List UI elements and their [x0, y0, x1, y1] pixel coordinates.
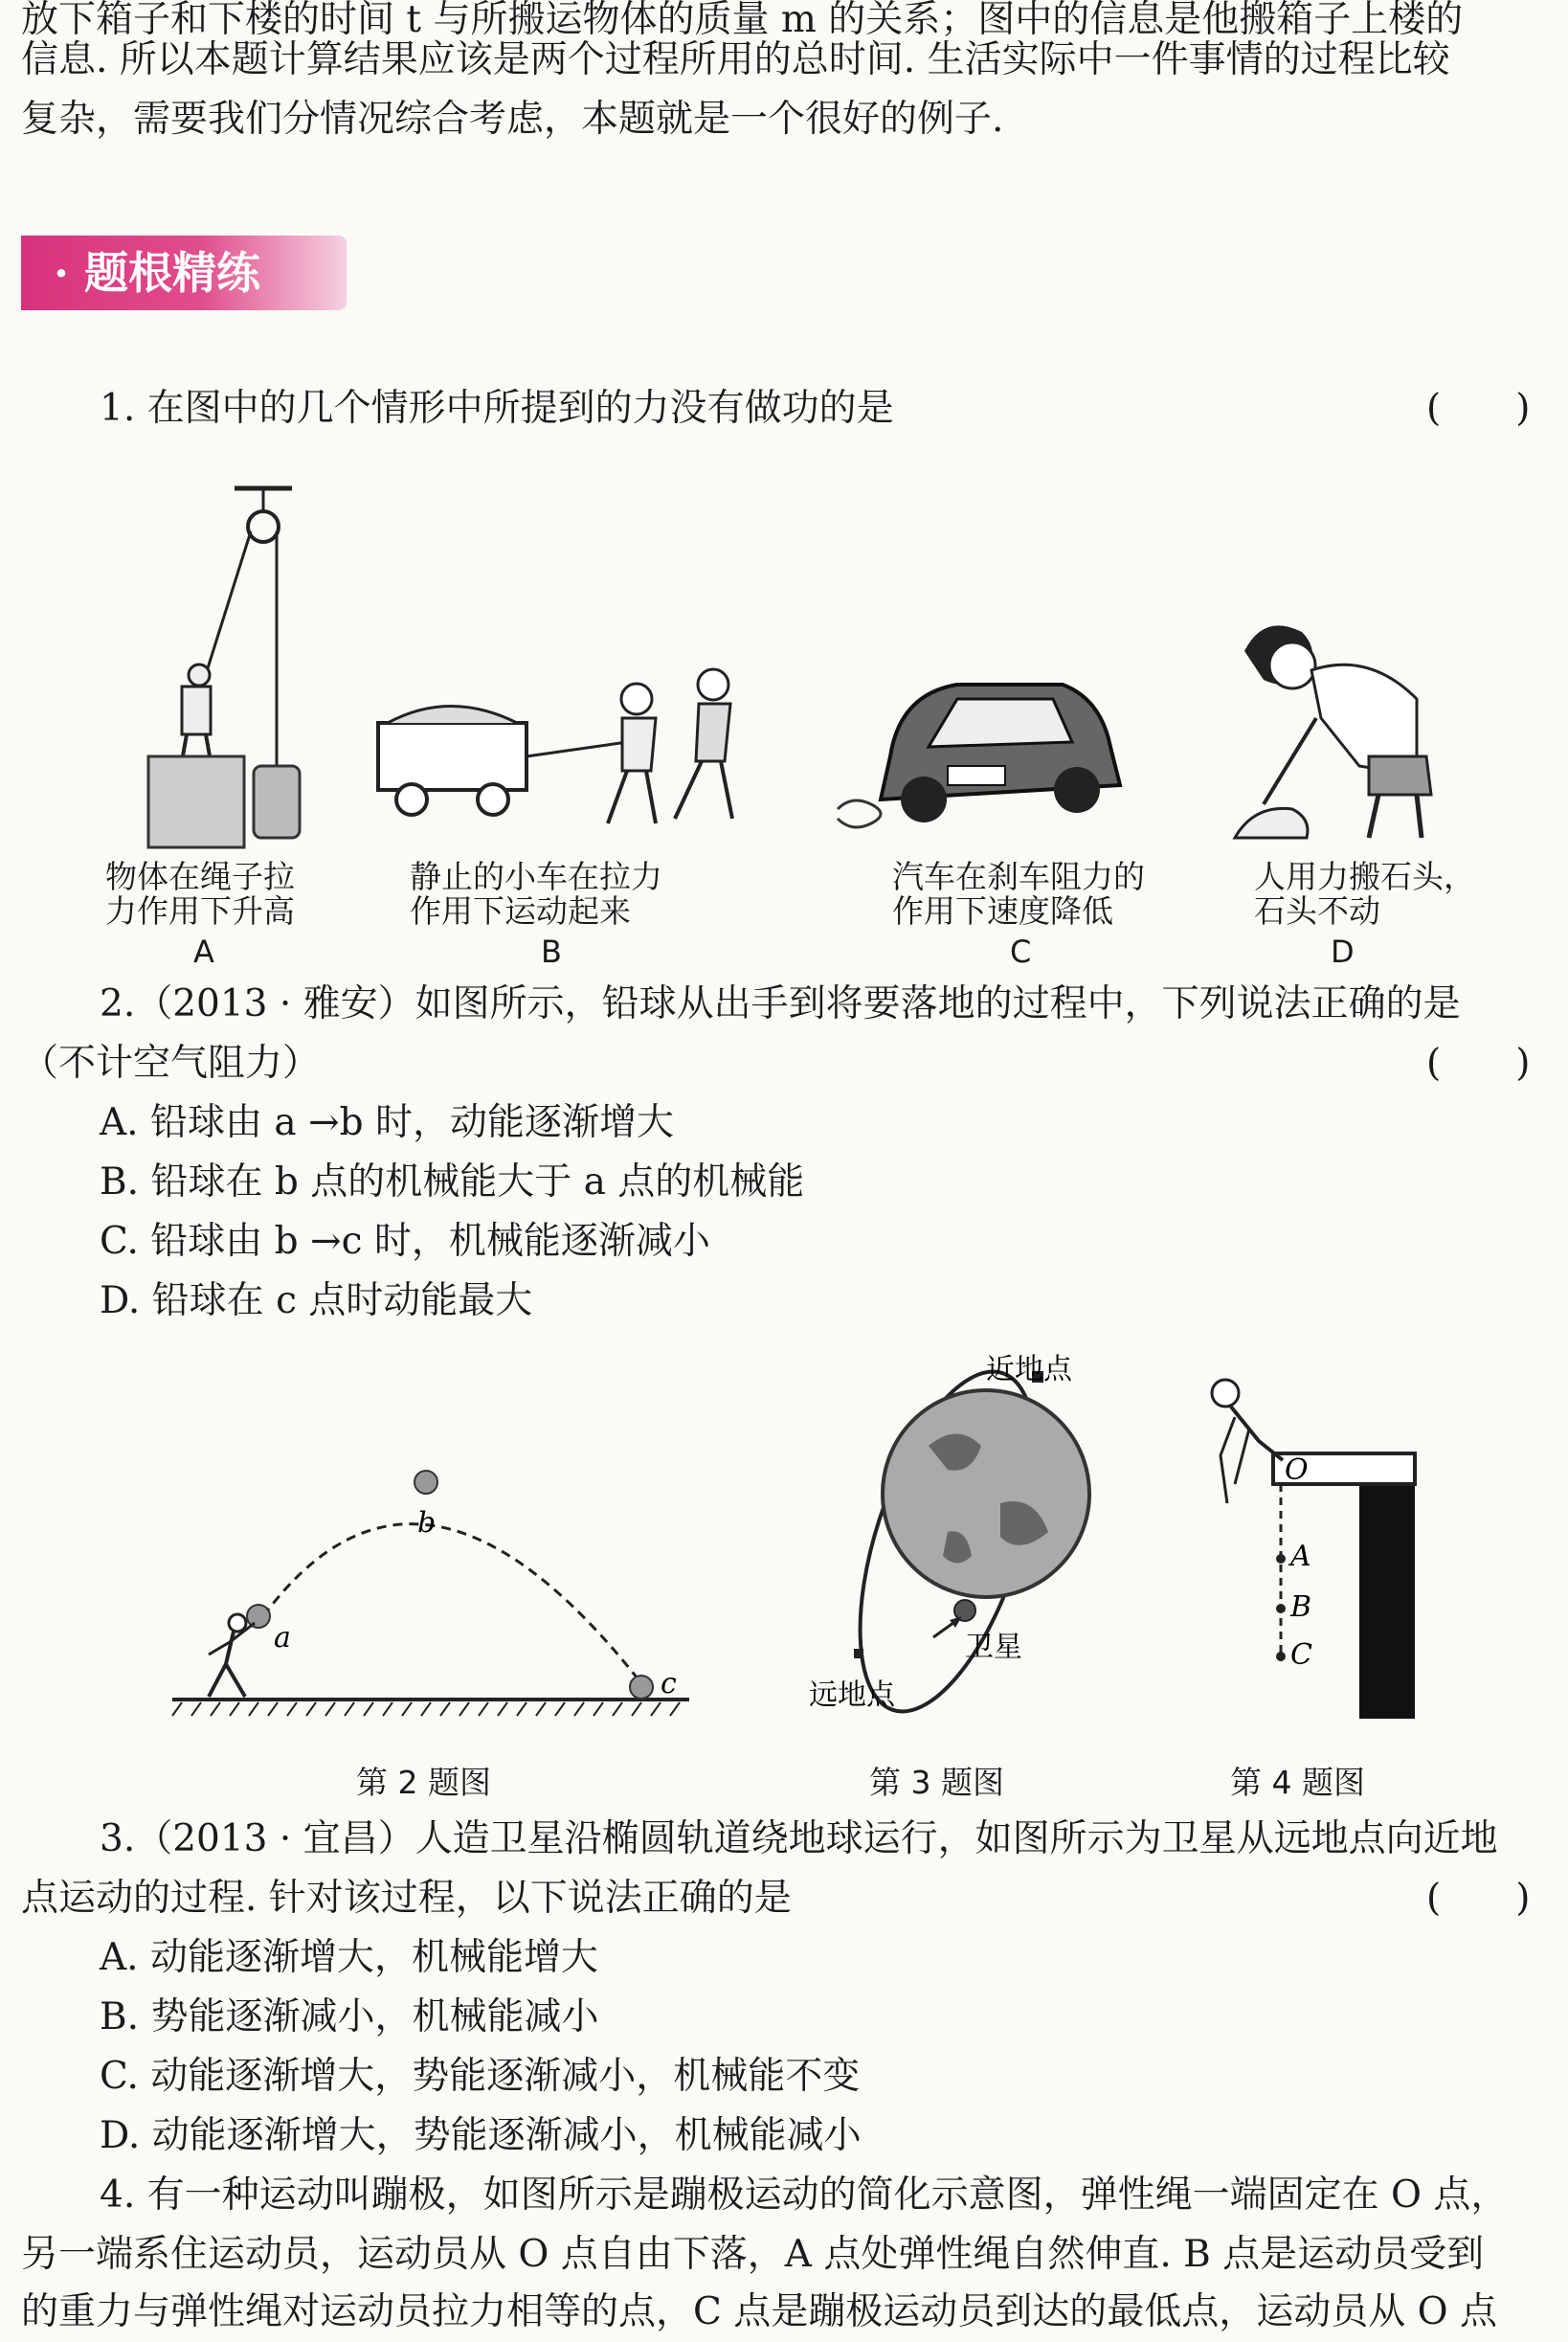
q4-line-3: 的重力与弹性绳对运动员拉力相等的点，C 点是蹦极运动员到达的最低点，运动员从 O 点 — [21, 2290, 1498, 2333]
q2-option-c: C. 铅球由 b →c 时，机械能逐渐减小 — [100, 1220, 710, 1263]
q3-stem-1: 3.（2013 · 宜昌）人造卫星沿椭圆轨道绕地球运行，如图所示为卫星从远地点向近地 — [100, 1817, 1498, 1860]
q4-line-2: 另一端系住运动员，运动员从 O 点自由下落，A 点处弹性绳自然伸直. B 点是运动员受到 — [21, 2233, 1485, 2276]
q3-option-b: B. 势能逐渐减小，机械能减小 — [100, 1995, 599, 2038]
q1-option-c-caption-2: 作用下速度降低 — [892, 892, 1113, 930]
intro-line-2: 信息. 所以本题计算结果应该是两个过程所用的总时间. 生活实际中一件事情的过程比较 — [21, 38, 1450, 81]
q1-option-d-caption-2: 石头不动 — [1254, 892, 1380, 930]
q3-option-a: A. 动能逐渐增大，机械能增大 — [100, 1936, 598, 1979]
fig3-satellite-label: 卫星 — [965, 1631, 1022, 1664]
q1-option-c-caption-1: 汽车在刹车阻力的 — [892, 858, 1145, 895]
q1-figure-d-illustration — [1225, 613, 1455, 843]
fig2-point-c-label: c — [661, 1667, 677, 1700]
fig4-point-a-label: A — [1290, 1540, 1311, 1573]
q1-option-b-caption-1: 静止的小车在拉力 — [410, 858, 662, 895]
fig4-caption: 第 4 题图 — [1230, 1764, 1365, 1801]
fig4-point-b-label: B — [1290, 1590, 1312, 1624]
q2-stem-1: 2.（2013 · 雅安）如图所示，铅球从出手到将要落地的过程中，下列说法正确的是 — [100, 982, 1461, 1025]
fig2-point-a-label: a — [274, 1621, 291, 1655]
fig3-perigee-label: 近地点 — [986, 1353, 1072, 1386]
fig4-point-c-label: C — [1290, 1638, 1312, 1672]
q1-stem: 1. 在图中的几个情形中所提到的力没有做功的是 — [100, 387, 894, 430]
q1-answer-paren: ( ) — [1426, 387, 1531, 430]
fig4-point-o-label: O — [1285, 1453, 1309, 1487]
fig2-diagram — [163, 1446, 699, 1714]
fig3-caption: 第 3 题图 — [869, 1764, 1004, 1801]
fig3-diagram — [804, 1340, 1120, 1743]
section-banner — [21, 236, 347, 310]
q2-stem-2: （不计空气阻力） — [21, 1042, 321, 1085]
q2-option-a: A. 铅球由 a →b 时，动能逐渐增大 — [100, 1101, 675, 1144]
q3-option-c: C. 动能逐渐增大，势能逐渐减小，机械能不变 — [100, 2055, 861, 2098]
q1-option-a-letter: A — [193, 934, 214, 970]
q1-option-b-letter: B — [541, 934, 562, 970]
q3-answer-paren: ( ) — [1426, 1877, 1531, 1920]
q1-figure-c-illustration — [833, 642, 1139, 843]
q1-option-d-letter: D — [1331, 934, 1355, 970]
intro-line-3: 复杂，需要我们分情况综合考虑，本题就是一个很好的例子. — [21, 98, 1004, 141]
q2-option-b: B. 铅球在 b 点的机械能大于 a 点的机械能 — [100, 1160, 805, 1204]
intro-line-1: 放下箱子和下楼的时间 t 与所搬运物体的质量 m 的关系；图中的信息是他搬箱子上楼的 — [21, 0, 1464, 41]
q1-option-a-caption-1: 物体在绳子拉 — [105, 858, 295, 895]
fig2-point-b-label: b — [417, 1506, 437, 1540]
q2-answer-paren: ( ) — [1426, 1042, 1531, 1085]
q3-option-d: D. 动能逐渐增大，势能逐渐减小，机械能减小 — [100, 2114, 862, 2157]
fig3-apogee-label: 远地点 — [809, 1678, 895, 1712]
q1-figure-a-illustration — [144, 484, 354, 857]
q1-option-c-letter: C — [1010, 934, 1032, 970]
q3-stem-2: 点运动的过程. 针对该过程，以下说法正确的是 — [21, 1877, 792, 1920]
q2-option-d: D. 铅球在 c 点时动能最大 — [100, 1279, 533, 1322]
q1-figure-b-illustration — [369, 646, 771, 838]
fig2-caption: 第 2 题图 — [356, 1764, 491, 1801]
section-title: · 题根精练 — [54, 247, 261, 299]
q1-option-b-caption-2: 作用下运动起来 — [410, 892, 631, 930]
q4-line-1: 4. 有一种运动叫蹦极，如图所示是蹦极运动的简化示意图，弹性绳一端固定在 O 点， — [100, 2173, 1509, 2217]
q1-option-a-caption-2: 力作用下升高 — [105, 892, 295, 930]
q1-option-d-caption-1: 人用力搬石头， — [1254, 858, 1475, 895]
fig4-diagram — [1197, 1369, 1436, 1723]
